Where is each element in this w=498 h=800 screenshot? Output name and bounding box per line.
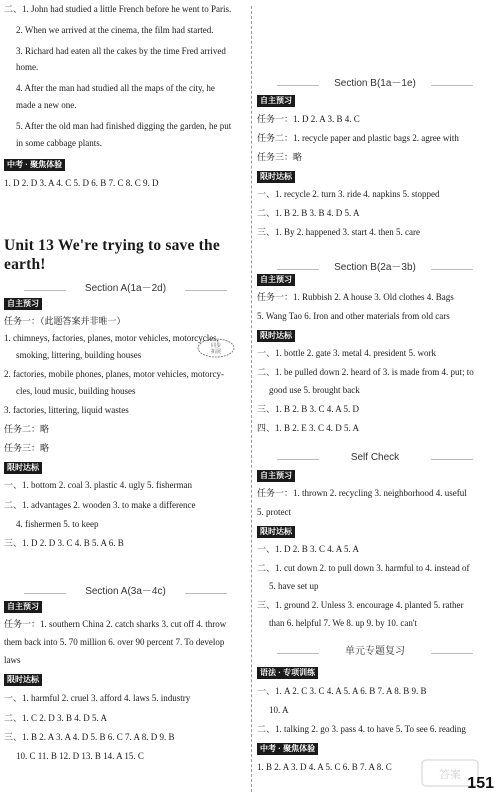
answer-line: in some cabbage plants. [16, 138, 102, 148]
answer-line: 任务三：略 [4, 443, 50, 453]
answer-line: 10. C 11. B 12. D 13. B 14. A 15. C [16, 751, 144, 761]
tag-label: 中考 · 聚焦体验 [4, 159, 65, 171]
answer-line: than 6. helpful 7. We 8. up 9. by 10. can't [269, 618, 417, 628]
answer-line: 1. B 2. A 3. D 4. A 5. C 6. B 7. A 8. C [257, 762, 392, 772]
tag-label: 自主预习 [4, 601, 42, 613]
answer-line: 3. Richard had eaten all the cakes by the time Fred arrived [16, 46, 226, 56]
answer-line: 任务一：1. D 2. A 3. B 4. C [257, 114, 360, 124]
answer-line: 4. fishermen 5. to keep [16, 519, 99, 529]
tag-label: 自主预习 [257, 470, 295, 482]
section-heading [4, 586, 247, 599]
section-tag [257, 95, 493, 107]
section-heading-text: Self Check [350, 452, 400, 463]
tag-label: 自主预习 [4, 298, 42, 310]
answer-line: cles, loud music, building houses [16, 386, 136, 396]
section-heading [4, 283, 247, 296]
answer-line: 一、1. recycle 2. turn 3. ride 4. napkins 5. stopped [257, 189, 440, 199]
section-heading-text: Section A(3a－4c) [85, 586, 166, 597]
tag-label: 中考 · 聚焦体验 [257, 743, 318, 755]
heading-rule [431, 459, 473, 460]
answer-line: made a new one. [16, 100, 77, 110]
answer-line: 5. protect [257, 507, 291, 517]
column-divider [251, 6, 252, 792]
tag-label: 限时达标 [4, 674, 42, 686]
answer-line: 2. factories, mobile phones, planes, motor vehicles, motorcy- [4, 369, 224, 379]
section-heading [257, 78, 493, 91]
answer-line: 3. factories, littering, liquid wastes [4, 405, 129, 415]
answer-line: 二、1. John had studied a little French before he went to Paris. [4, 4, 232, 14]
section-tag [4, 462, 247, 474]
answer-line: 三、1. D 2. D 3. C 4. B 5. A 6. B [4, 538, 124, 548]
heading-rule [431, 269, 473, 270]
answer-line: 任务二：略 [4, 424, 50, 434]
answer-line: 5. have set up [269, 581, 319, 591]
answer-line: 二、1. C 2. D 3. B 4. D 5. A [4, 713, 108, 723]
svg-text:拓展: 拓展 [210, 349, 222, 355]
answer-line: 三、1. ground 2. Unless 3. encourage 4. planted 5. rather [257, 600, 464, 610]
answer-line: 4. After the man had studied all the maps of the city, he [16, 83, 215, 93]
section-tag [257, 171, 493, 183]
answer-line: 三、1. B 2. B 3. C 4. A 5. D [257, 404, 360, 414]
answer-line: 一、1. bottle 2. gate 3. metal 4. president 5. work [257, 348, 436, 358]
answer-line: them back into 5. 70 million 6. over 90 percent 7. To develop [4, 637, 225, 647]
answer-line: 一、1. bottom 2. coal 3. plastic 4. ugly 5. fisherman [4, 480, 192, 490]
heading-rule [277, 85, 319, 86]
section-heading [257, 452, 493, 465]
heading-rule [431, 653, 473, 654]
section-heading [257, 646, 493, 659]
answer-line: 任务一：1. southern China 2. catch sharks 3. cut off 4. throw [4, 619, 227, 629]
tag-label: 限时达标 [257, 330, 295, 342]
tag-label: 语法 · 专项训练 [257, 667, 318, 679]
answer-line: smoking, littering, building houses [16, 350, 142, 360]
answer-line: home. [16, 62, 39, 72]
tag-label: 限时达标 [257, 171, 295, 183]
tag-label: 限时达标 [257, 526, 295, 538]
answer-line: 5. Wang Tao 6. Iron and other materials from old cars [257, 311, 450, 321]
tag-label: 限时达标 [4, 462, 42, 474]
heading-rule [277, 269, 319, 270]
section-tag [257, 743, 493, 755]
section-tag [257, 526, 493, 538]
section-heading-text: Section B(2a－3b) [334, 262, 416, 273]
section-tag [257, 470, 493, 482]
section-heading-text: Section B(1a－1e) [334, 78, 416, 89]
heading-rule [24, 290, 66, 291]
section-tag [257, 667, 493, 679]
section-tag [4, 601, 247, 613]
answer-line: 三、1. B 2. A 3. A 4. D 5. B 6. C 7. A 8. D 9. B [4, 732, 175, 742]
stamp-doodle [196, 337, 236, 359]
heading-rule [24, 593, 66, 594]
section-tag [4, 298, 247, 310]
heading-rule [185, 290, 227, 291]
section-tag [4, 674, 247, 686]
answer-line: 一、1. A 2. C 3. C 4. A 5. A 6. B 7. A 8. B 9. B [257, 686, 427, 696]
answer-line: 2. When we arrived at the cinema, the film had started. [16, 25, 214, 35]
answer-line: 二、1. be pulled down 2. heard of 3. is made from 4. put; to [257, 367, 474, 377]
tag-label: 自主预习 [257, 274, 295, 286]
answer-line: laws [4, 655, 21, 665]
section-tag [257, 330, 493, 342]
section-tag [4, 159, 247, 171]
answer-line: 10. A [269, 705, 289, 715]
answer-line: 任务一：（此题答案并非唯一） [4, 316, 126, 326]
answer-line: 二、1. advantages 2. wooden 3. to make a difference [4, 500, 196, 510]
heading-rule [185, 593, 227, 594]
page-number: 151 [467, 775, 494, 792]
answer-line: 四、1. B 2. E 3. C 4. D 5. A [257, 423, 360, 433]
answer-line: 5. After the old man had finished digging the garden, he put [16, 121, 232, 131]
answer-line: 任务一：1. thrown 2. recycling 3. neighborhood 4. useful [257, 488, 467, 498]
section-heading [257, 262, 493, 275]
tag-label: 自主预习 [257, 95, 295, 107]
heading-rule [277, 459, 319, 460]
heading-rule [277, 653, 319, 654]
section-heading-text: 单元专题复习 [345, 646, 405, 657]
svg-text:同步: 同步 [210, 343, 222, 349]
answer-line: good use 5. brought back [269, 385, 360, 395]
answer-line: 二、1. talking 2. go 3. pass 4. to have 5. To see 6. reading [257, 724, 466, 734]
section-heading-text: Section A(1a－2d) [84, 283, 167, 294]
answer-line: 任务一：1. Rubbish 2. A house 3. Old clothes 4. Bags [257, 292, 454, 302]
answer-line: 一、1. D 2. B 3. C 4. A 5. A [257, 544, 360, 554]
svg-text:答案: 答案 [439, 768, 461, 781]
section-tag [257, 274, 493, 286]
answer-line: 任务三：略 [257, 152, 303, 162]
answer-line: 1. D 2. D 3. A 4. C 5. D 6. B 7. C 8. C 9. D [4, 178, 159, 188]
answer-line: 任务二：1. recycle paper and plastic bags 2. agree with [257, 133, 459, 143]
answer-line: 1. chimneys, factories, planes, motor vehicles, motorcycles, [4, 333, 219, 343]
answer-line: 三、1. By 2. happened 3. start 4. then 5. care [257, 227, 420, 237]
answer-line: 一、1. harmful 2. cruel 3. afford 4. laws 5. industry [4, 693, 191, 703]
answer-line: 二、1. B 2. B 3. B 4. D 5. A [257, 208, 360, 218]
unit-title: Unit 13 We're trying to save the earth! [4, 237, 220, 274]
answer-line: 二、1. cut down 2. to pull down 3. harmful to 4. instead of [257, 563, 470, 573]
heading-rule [431, 85, 473, 86]
